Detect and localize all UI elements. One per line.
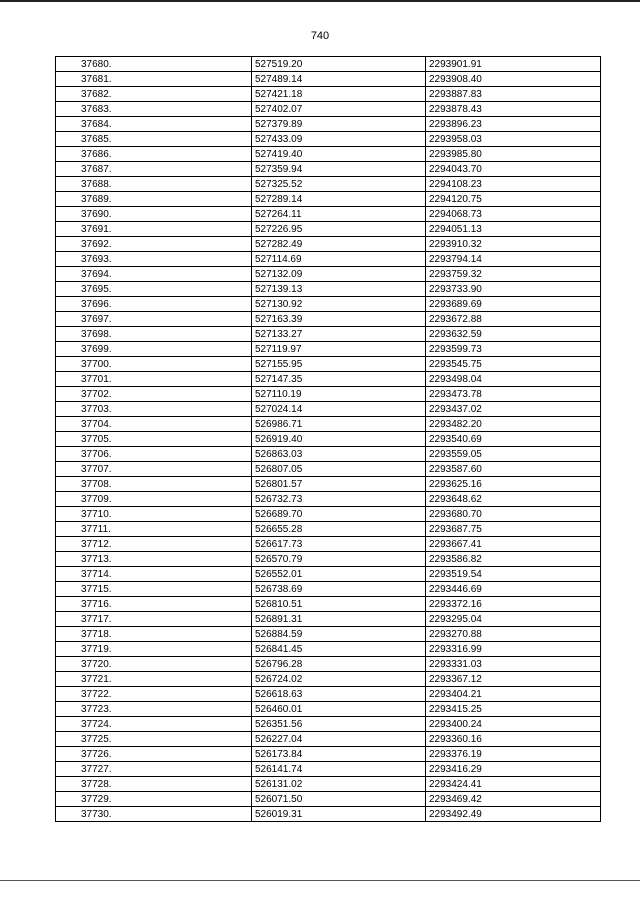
easting-cell: 527433.09 <box>252 132 426 147</box>
easting-cell: 527155.95 <box>252 357 426 372</box>
point-number-cell: 37702. <box>56 387 252 402</box>
northing-cell: 2293667.41 <box>426 537 601 552</box>
easting-cell: 526738.69 <box>252 582 426 597</box>
page-number: 740 <box>310 30 330 42</box>
table-row <box>56 507 601 522</box>
northing-cell: 2293360.16 <box>426 732 601 747</box>
table-row <box>56 717 601 732</box>
table-row <box>56 417 601 432</box>
point-number-cell: 37698. <box>56 327 252 342</box>
table-row <box>56 807 601 822</box>
point-number-cell: 37716. <box>56 597 252 612</box>
easting-cell: 526552.01 <box>252 567 426 582</box>
point-number-cell: 37699. <box>56 342 252 357</box>
northing-cell: 2293559.05 <box>426 447 601 462</box>
northing-cell: 2293492.49 <box>426 807 601 822</box>
table-row <box>56 297 601 312</box>
northing-cell: 2293372.16 <box>426 597 601 612</box>
point-number-cell: 37727. <box>56 762 252 777</box>
easting-cell: 527133.27 <box>252 327 426 342</box>
northing-cell: 2294108.23 <box>426 177 601 192</box>
point-number-cell: 37722. <box>56 687 252 702</box>
point-number-cell: 37707. <box>56 462 252 477</box>
northing-cell: 2293910.32 <box>426 237 601 252</box>
easting-cell: 526131.02 <box>252 777 426 792</box>
northing-cell: 2293482.20 <box>426 417 601 432</box>
point-number-cell: 37710. <box>56 507 252 522</box>
point-number-cell: 37721. <box>56 672 252 687</box>
table-row <box>56 87 601 102</box>
northing-cell: 2293270.88 <box>426 627 601 642</box>
northing-cell: 2294043.70 <box>426 162 601 177</box>
table-row <box>56 132 601 147</box>
easting-cell: 527402.07 <box>252 102 426 117</box>
point-number-cell: 37725. <box>56 732 252 747</box>
northing-cell: 2293400.24 <box>426 717 601 732</box>
point-number-cell: 37696. <box>56 297 252 312</box>
easting-cell: 526618.63 <box>252 687 426 702</box>
northing-cell: 2293794.14 <box>426 252 601 267</box>
table-row <box>56 597 601 612</box>
easting-cell: 526227.04 <box>252 732 426 747</box>
northing-cell: 2293896.23 <box>426 117 601 132</box>
table-row <box>56 402 601 417</box>
point-number-cell: 37713. <box>56 552 252 567</box>
easting-cell: 527132.09 <box>252 267 426 282</box>
easting-cell: 527139.13 <box>252 282 426 297</box>
easting-cell: 527489.14 <box>252 72 426 87</box>
table-row <box>56 192 601 207</box>
point-number-cell: 37730. <box>56 807 252 822</box>
easting-cell: 526460.01 <box>252 702 426 717</box>
northing-cell: 2293376.19 <box>426 747 601 762</box>
table-row <box>56 282 601 297</box>
northing-cell: 2293733.90 <box>426 282 601 297</box>
northing-cell: 2293586.82 <box>426 552 601 567</box>
table-row <box>56 522 601 537</box>
northing-cell: 2293437.02 <box>426 402 601 417</box>
point-number-cell: 37691. <box>56 222 252 237</box>
table-row <box>56 372 601 387</box>
table-row <box>56 72 601 87</box>
easting-cell: 526617.73 <box>252 537 426 552</box>
easting-cell: 526919.40 <box>252 432 426 447</box>
point-number-cell: 37684. <box>56 117 252 132</box>
easting-cell: 527110.19 <box>252 387 426 402</box>
northing-cell: 2294068.73 <box>426 207 601 222</box>
point-number-cell: 37726. <box>56 747 252 762</box>
table-row <box>56 687 601 702</box>
table-row <box>56 567 601 582</box>
point-number-cell: 37724. <box>56 717 252 732</box>
table-row <box>56 627 601 642</box>
page-bottom-rule <box>0 880 640 881</box>
point-number-cell: 37723. <box>56 702 252 717</box>
easting-cell: 527282.49 <box>252 237 426 252</box>
northing-cell: 2293672.88 <box>426 312 601 327</box>
easting-cell: 527379.89 <box>252 117 426 132</box>
table-row <box>56 612 601 627</box>
easting-cell: 526863.03 <box>252 447 426 462</box>
easting-cell: 526019.31 <box>252 807 426 822</box>
point-number-cell: 37705. <box>56 432 252 447</box>
table-row <box>56 582 601 597</box>
point-number-cell: 37683. <box>56 102 252 117</box>
point-number-cell: 37706. <box>56 447 252 462</box>
northing-cell: 2293295.04 <box>426 612 601 627</box>
northing-cell: 2294051.13 <box>426 222 601 237</box>
northing-cell: 2293759.32 <box>426 267 601 282</box>
table-row <box>56 642 601 657</box>
easting-cell: 526141.74 <box>252 762 426 777</box>
easting-cell: 526071.50 <box>252 792 426 807</box>
northing-cell: 2293958.03 <box>426 132 601 147</box>
easting-cell: 526986.71 <box>252 417 426 432</box>
northing-cell: 2293632.59 <box>426 327 601 342</box>
point-number-cell: 37685. <box>56 132 252 147</box>
easting-cell: 526173.84 <box>252 747 426 762</box>
table-row <box>56 327 601 342</box>
easting-cell: 527147.35 <box>252 372 426 387</box>
easting-cell: 527325.52 <box>252 177 426 192</box>
easting-cell: 527419.40 <box>252 147 426 162</box>
point-number-cell: 37719. <box>56 642 252 657</box>
point-number-cell: 37714. <box>56 567 252 582</box>
table-row <box>56 267 601 282</box>
table-row <box>56 207 601 222</box>
table-row <box>56 762 601 777</box>
easting-cell: 527226.95 <box>252 222 426 237</box>
page-top-edge <box>0 0 640 2</box>
northing-cell: 2293887.83 <box>426 87 601 102</box>
point-number-cell: 37697. <box>56 312 252 327</box>
table-row <box>56 702 601 717</box>
point-number-cell: 37692. <box>56 237 252 252</box>
northing-cell: 2293415.25 <box>426 702 601 717</box>
point-number-cell: 37708. <box>56 477 252 492</box>
easting-cell: 527359.94 <box>252 162 426 177</box>
table-row <box>56 552 601 567</box>
table-row <box>56 57 601 72</box>
northing-cell: 2293331.03 <box>426 657 601 672</box>
easting-cell: 527421.18 <box>252 87 426 102</box>
easting-cell: 526884.59 <box>252 627 426 642</box>
table-row <box>56 537 601 552</box>
table-row <box>56 312 601 327</box>
point-number-cell: 37729. <box>56 792 252 807</box>
point-number-cell: 37703. <box>56 402 252 417</box>
point-number-cell: 37693. <box>56 252 252 267</box>
point-number-cell: 37689. <box>56 192 252 207</box>
northing-cell: 2293680.70 <box>426 507 601 522</box>
northing-cell: 2293519.54 <box>426 567 601 582</box>
point-number-cell: 37701. <box>56 372 252 387</box>
easting-cell: 526807.05 <box>252 462 426 477</box>
northing-cell: 2293878.43 <box>426 102 601 117</box>
point-number-cell: 37709. <box>56 492 252 507</box>
table-row <box>56 447 601 462</box>
northing-cell: 2293545.75 <box>426 357 601 372</box>
coordinates-table <box>55 56 601 822</box>
point-number-cell: 37728. <box>56 777 252 792</box>
northing-cell: 2293540.69 <box>426 432 601 447</box>
point-number-cell: 37690. <box>56 207 252 222</box>
table-row <box>56 117 601 132</box>
easting-cell: 526796.28 <box>252 657 426 672</box>
easting-cell: 527114.69 <box>252 252 426 267</box>
easting-cell: 527130.92 <box>252 297 426 312</box>
northing-cell: 2293625.16 <box>426 477 601 492</box>
easting-cell: 527119.97 <box>252 342 426 357</box>
table-row <box>56 357 601 372</box>
northing-cell: 2293424.41 <box>426 777 601 792</box>
point-number-cell: 37700. <box>56 357 252 372</box>
easting-cell: 526891.31 <box>252 612 426 627</box>
easting-cell: 527289.14 <box>252 192 426 207</box>
northing-cell: 2293446.69 <box>426 582 601 597</box>
table-row <box>56 177 601 192</box>
table-row <box>56 672 601 687</box>
easting-cell: 526801.57 <box>252 477 426 492</box>
coordinates-table-body <box>56 57 601 822</box>
easting-cell: 526724.02 <box>252 672 426 687</box>
easting-cell: 527519.20 <box>252 57 426 72</box>
northing-cell: 2293648.62 <box>426 492 601 507</box>
table-row <box>56 792 601 807</box>
northing-cell: 2293416.29 <box>426 762 601 777</box>
northing-cell: 2293498.04 <box>426 372 601 387</box>
easting-cell: 526351.56 <box>252 717 426 732</box>
easting-cell: 527024.14 <box>252 402 426 417</box>
northing-cell: 2293908.40 <box>426 72 601 87</box>
point-number-cell: 37688. <box>56 177 252 192</box>
table-row <box>56 342 601 357</box>
northing-cell: 2294120.75 <box>426 192 601 207</box>
northing-cell: 2293599.73 <box>426 342 601 357</box>
point-number-cell: 37687. <box>56 162 252 177</box>
table-row <box>56 777 601 792</box>
table-row <box>56 477 601 492</box>
table-row <box>56 147 601 162</box>
easting-cell: 526570.79 <box>252 552 426 567</box>
easting-cell: 527163.39 <box>252 312 426 327</box>
easting-cell: 526810.51 <box>252 597 426 612</box>
table-row <box>56 462 601 477</box>
point-number-cell: 37681. <box>56 72 252 87</box>
northing-cell: 2293316.99 <box>426 642 601 657</box>
easting-cell: 526689.70 <box>252 507 426 522</box>
point-number-cell: 37715. <box>56 582 252 597</box>
easting-cell: 526841.45 <box>252 642 426 657</box>
point-number-cell: 37712. <box>56 537 252 552</box>
point-number-cell: 37711. <box>56 522 252 537</box>
point-number-cell: 37717. <box>56 612 252 627</box>
table-row <box>56 657 601 672</box>
northing-cell: 2293687.75 <box>426 522 601 537</box>
point-number-cell: 37680. <box>56 57 252 72</box>
northing-cell: 2293367.12 <box>426 672 601 687</box>
table-row <box>56 222 601 237</box>
northing-cell: 2293901.91 <box>426 57 601 72</box>
table-row <box>56 102 601 117</box>
point-number-cell: 37686. <box>56 147 252 162</box>
easting-cell: 526732.73 <box>252 492 426 507</box>
northing-cell: 2293404.21 <box>426 687 601 702</box>
table-row <box>56 747 601 762</box>
point-number-cell: 37682. <box>56 87 252 102</box>
northing-cell: 2293985.80 <box>426 147 601 162</box>
table-row <box>56 732 601 747</box>
point-number-cell: 37718. <box>56 627 252 642</box>
point-number-cell: 37694. <box>56 267 252 282</box>
table-row <box>56 162 601 177</box>
point-number-cell: 37704. <box>56 417 252 432</box>
northing-cell: 2293689.69 <box>426 297 601 312</box>
easting-cell: 526655.28 <box>252 522 426 537</box>
table-row <box>56 492 601 507</box>
point-number-cell: 37720. <box>56 657 252 672</box>
table-row <box>56 237 601 252</box>
table-row <box>56 387 601 402</box>
point-number-cell: 37695. <box>56 282 252 297</box>
easting-cell: 527264.11 <box>252 207 426 222</box>
northing-cell: 2293587.60 <box>426 462 601 477</box>
table-row <box>56 252 601 267</box>
table-row <box>56 432 601 447</box>
northing-cell: 2293473.78 <box>426 387 601 402</box>
northing-cell: 2293469.42 <box>426 792 601 807</box>
